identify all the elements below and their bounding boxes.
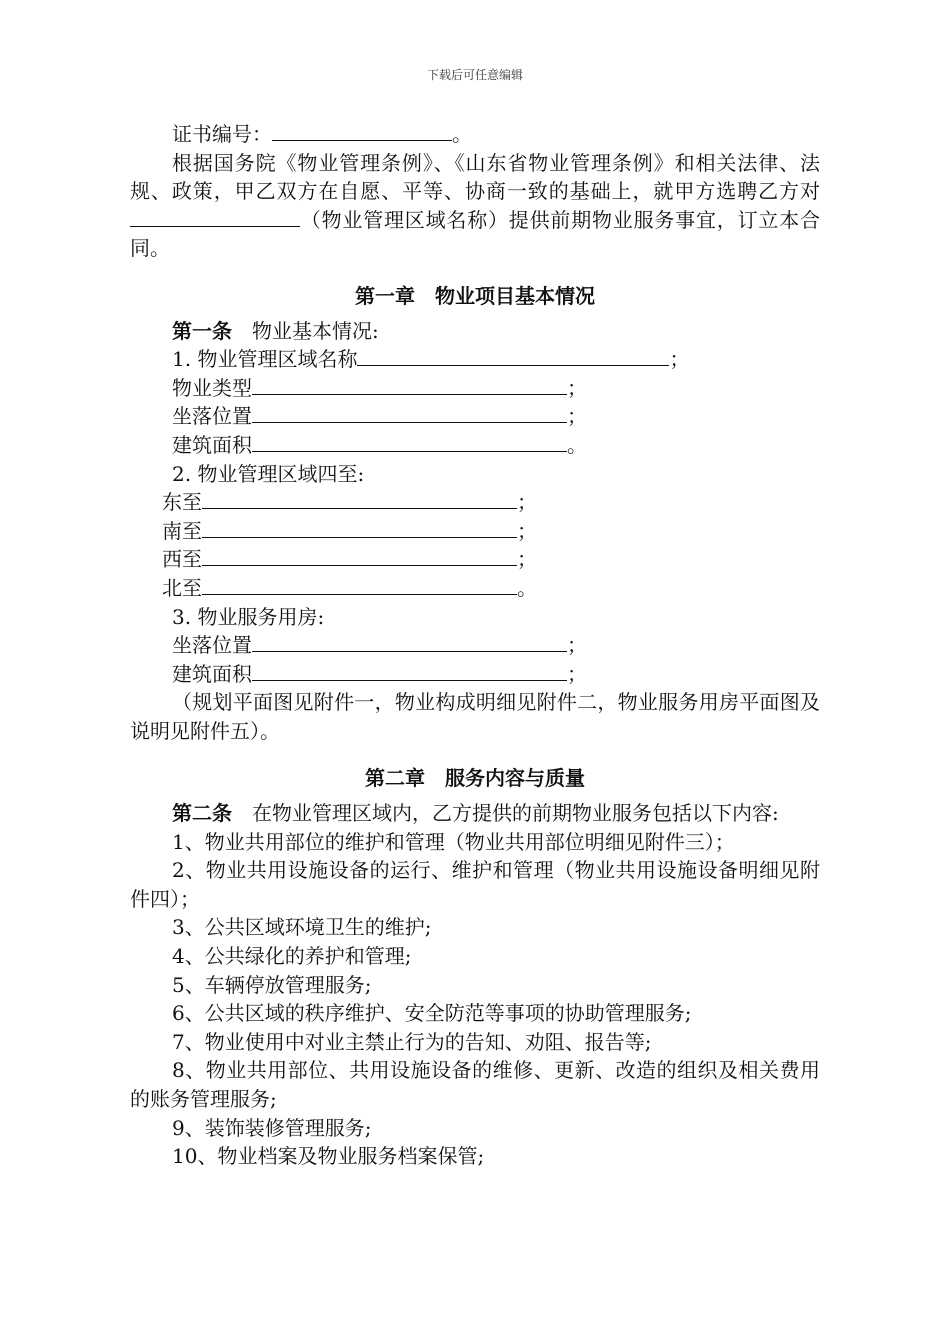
semi: ； xyxy=(517,547,537,572)
item1-label: 1. 物业管理区域名称 xyxy=(172,347,358,372)
period: 。 xyxy=(517,575,537,600)
service-item: 5、车辆停放管理服务; xyxy=(172,972,372,997)
intro-text-a: 根据国务院《物业管理条例》、《山东省物业管理条例》和相关法律、法规、政策，甲乙双方在自愿、平等、协商一致的基础上，就甲方选聘乙方对 xyxy=(130,150,820,204)
attachment-note: （规划平面图见附件一，物业构成明细见附件二，物业服务用房平面图及说明见附件五）。 xyxy=(130,690,820,743)
item1-line xyxy=(130,345,820,374)
house-area-label: 建筑面积 xyxy=(172,661,252,686)
west-blank[interactable] xyxy=(202,545,517,566)
service-item: 4、公共绿化的养护和管理; xyxy=(172,944,412,969)
type-label: 物业类型 xyxy=(172,375,252,400)
house-area-blank[interactable] xyxy=(252,660,567,681)
article1-text: 物业基本情况: xyxy=(232,318,379,343)
house-location-label: 坐落位置 xyxy=(172,633,252,658)
semi: ； xyxy=(567,375,587,400)
article2-heading xyxy=(130,799,820,828)
type-blank[interactable] xyxy=(252,374,567,395)
south-line xyxy=(130,517,820,546)
document-body xyxy=(130,120,820,1171)
service-item: 9、装饰装修管理服务; xyxy=(172,1115,372,1140)
intro-paragraph xyxy=(130,149,820,263)
house-location-blank[interactable] xyxy=(252,631,567,652)
area-name-blank[interactable] xyxy=(357,345,669,366)
east-label: 东至 xyxy=(162,490,202,515)
semi: ； xyxy=(669,347,690,372)
property-area-name-blank[interactable] xyxy=(130,206,300,227)
service-item: 1、物业共用部位的维护和管理（物业共用部位明细见附件三）； xyxy=(172,829,735,854)
south-label: 南至 xyxy=(162,518,202,543)
item3-line: 3. 物业服务用房: xyxy=(172,604,325,629)
cert-number-blank[interactable] xyxy=(272,120,452,141)
article1-label: 第一条 xyxy=(172,318,232,343)
area-label: 建筑面积 xyxy=(172,432,252,457)
west-label: 西至 xyxy=(162,547,202,572)
article2-label: 第二条 xyxy=(172,801,232,826)
chapter2-title: 第二章 服务内容与质量 xyxy=(365,766,585,791)
service-item: 7、物业使用中对业主禁止行为的告知、劝阻、报告等; xyxy=(172,1029,652,1054)
article1-heading xyxy=(130,317,820,346)
house-location-line xyxy=(130,631,820,660)
service-item: 10、物业档案及物业服务档案保管; xyxy=(172,1144,485,1169)
area-blank[interactable] xyxy=(252,431,567,452)
semi: ； xyxy=(567,633,587,658)
north-blank[interactable] xyxy=(202,574,517,595)
location-label: 坐落位置 xyxy=(172,404,252,429)
house-area-line xyxy=(130,660,820,689)
service-item: 2、物业共用设施设备的运行、维护和管理（物业共用设施设备明细见附件四）； xyxy=(130,858,820,911)
service-item: 3、公共区域环境卫生的维护; xyxy=(172,915,432,940)
north-label: 北至 xyxy=(162,575,202,600)
page-header: 下载后可任意编辑 xyxy=(426,68,523,82)
certificate-line xyxy=(130,120,820,149)
item2-line: 2. 物业管理区域四至: xyxy=(172,461,365,486)
east-line xyxy=(130,488,820,517)
article2-text: 在物业管理区域内，乙方提供的前期物业服务包括以下内容: xyxy=(232,801,779,826)
period: 。 xyxy=(567,432,587,457)
west-line xyxy=(130,545,820,574)
semi: ； xyxy=(567,661,587,686)
semi: ； xyxy=(517,518,537,543)
semi: ； xyxy=(517,490,537,515)
service-item: 8、物业共用部位、共用设施设备的维修、更新、改造的组织及相关费用的账务管理服务; xyxy=(130,1058,820,1111)
type-line xyxy=(130,374,820,403)
area-line xyxy=(130,431,820,460)
cert-end: 。 xyxy=(452,122,472,146)
intro-text-b: （物业管理区域名称）提供前期物业服务事宜，订立本合同。 xyxy=(130,207,820,261)
south-blank[interactable] xyxy=(202,517,517,538)
location-line xyxy=(130,402,820,431)
north-line xyxy=(130,574,820,603)
cert-label: 证书编号： xyxy=(172,122,272,146)
chapter1-title: 第一章 物业项目基本情况 xyxy=(355,283,595,308)
east-blank[interactable] xyxy=(202,488,517,509)
service-item: 6、公共区域的秩序维护、安全防范等事项的协助管理服务; xyxy=(172,1001,692,1026)
semi: ； xyxy=(567,404,587,429)
location-blank[interactable] xyxy=(252,402,567,423)
